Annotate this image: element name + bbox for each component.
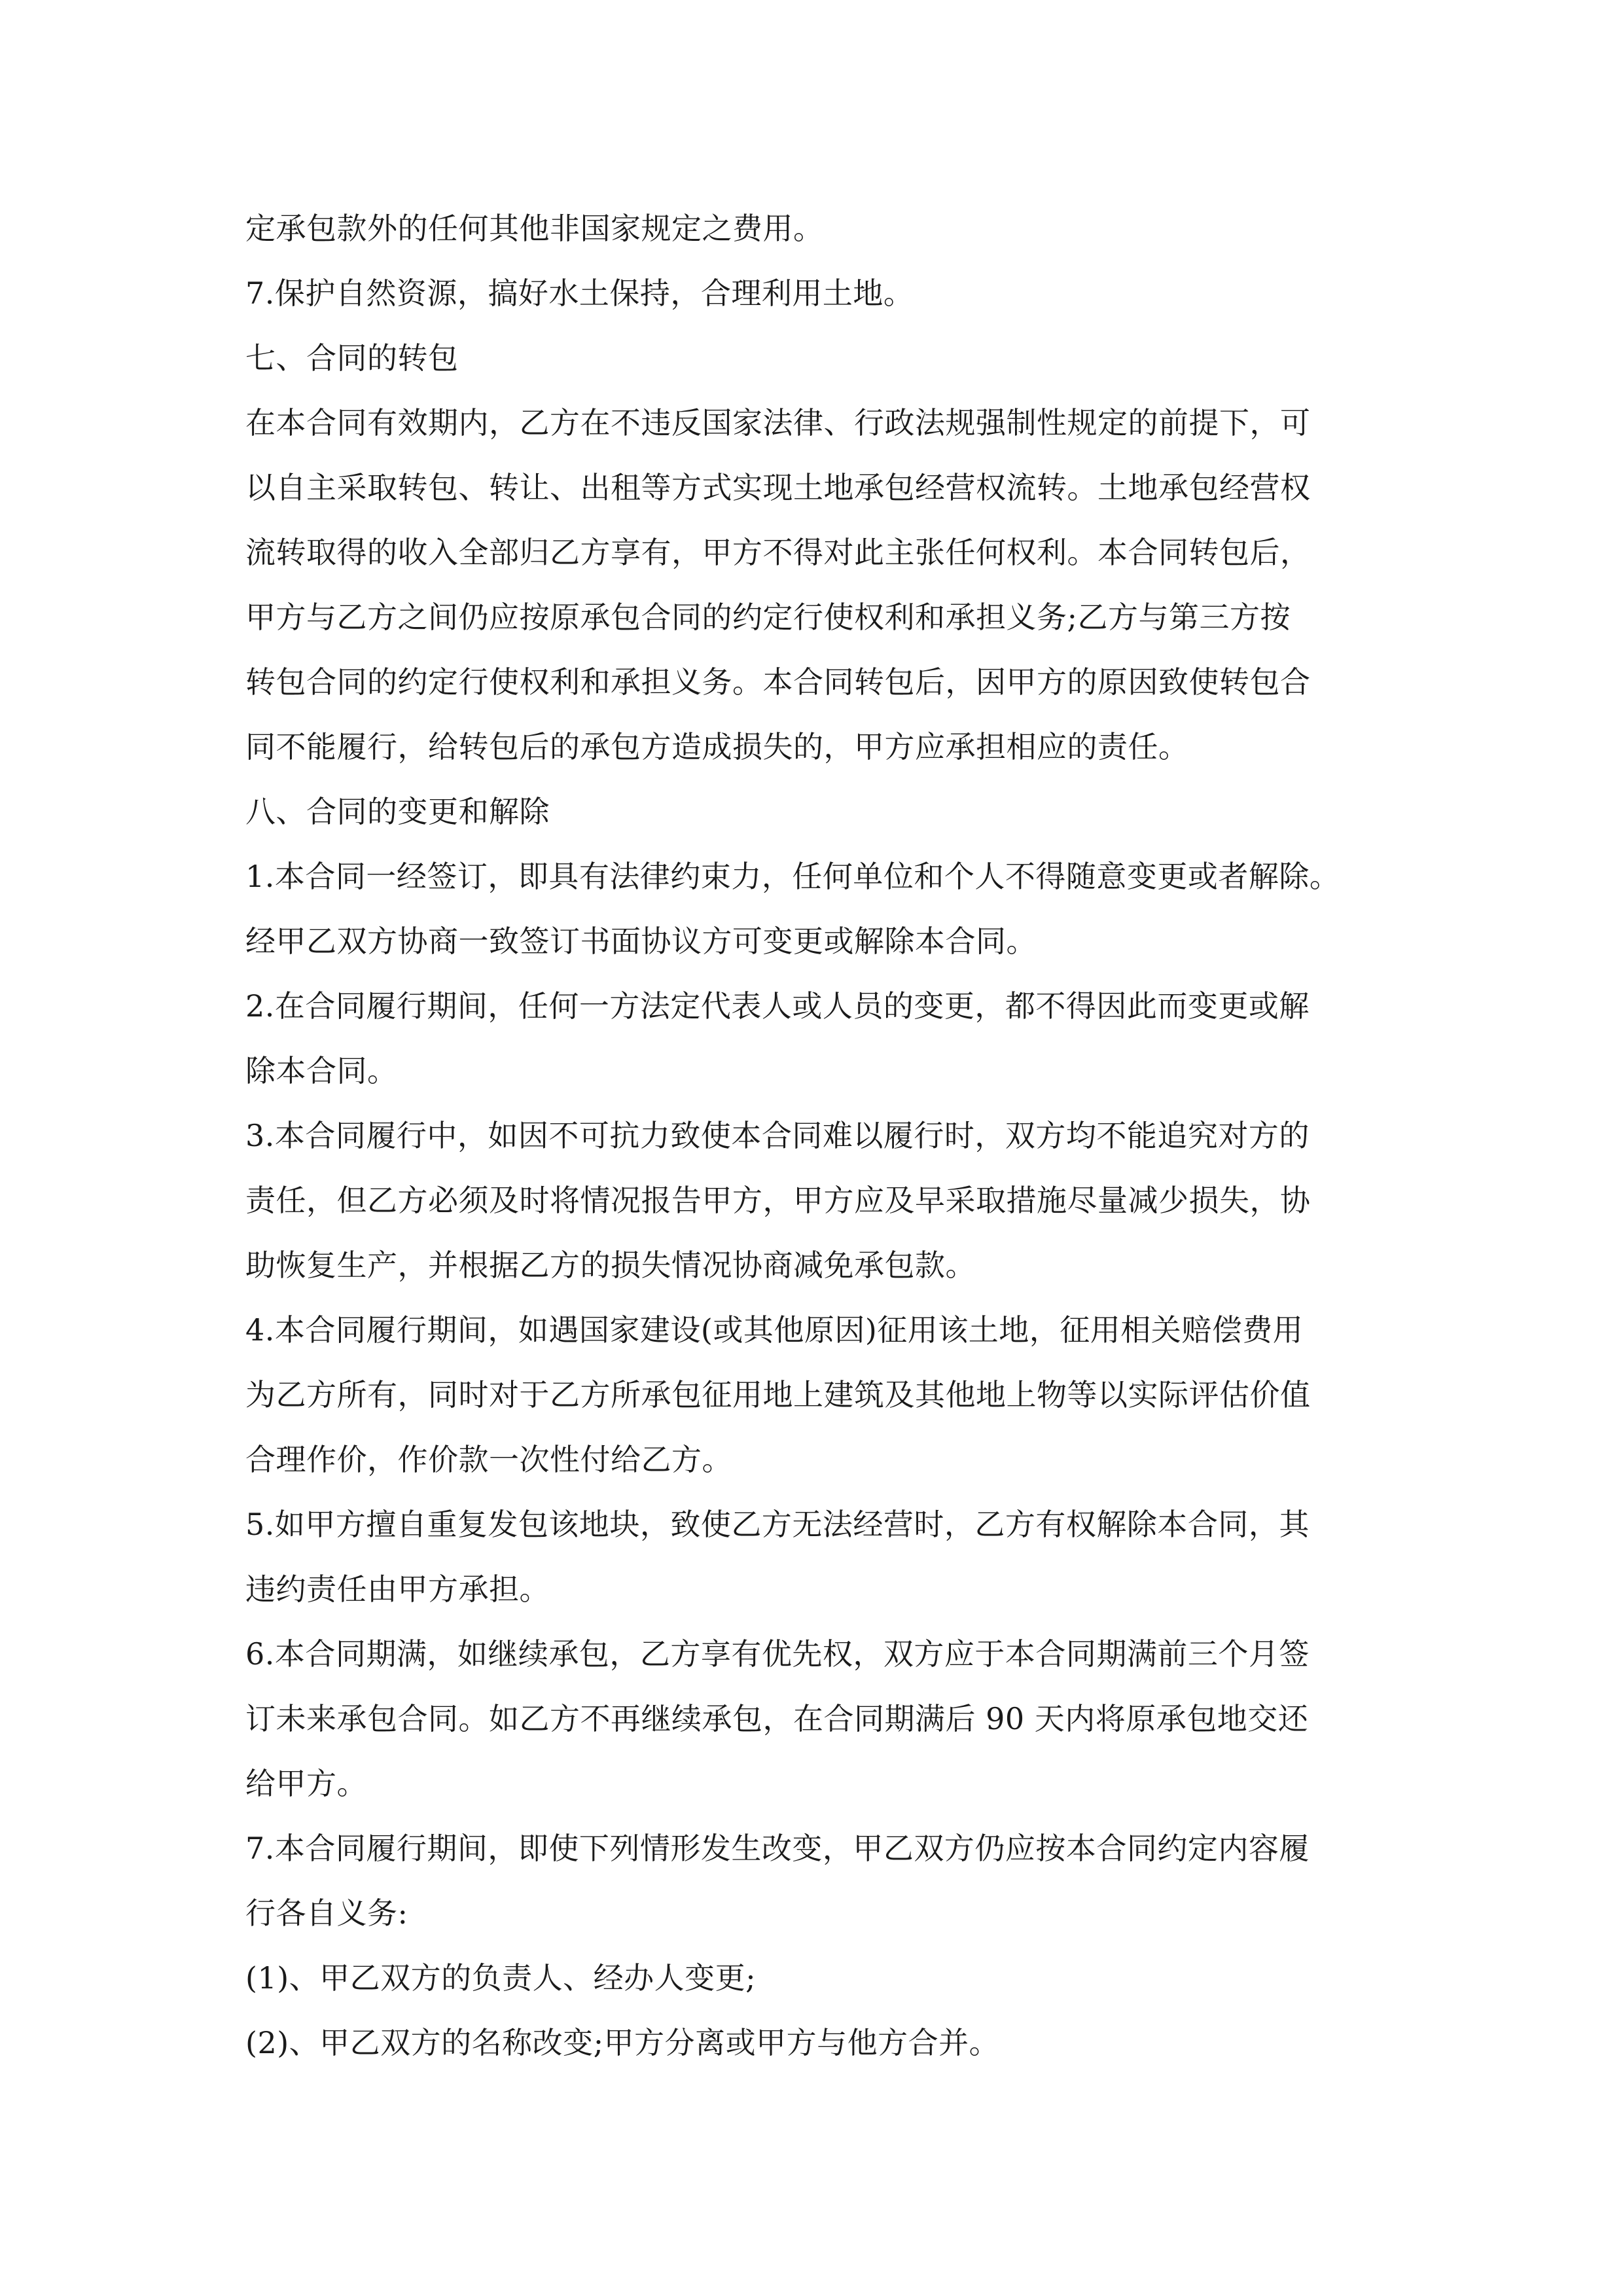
- section-heading: 八、合同的变更和解除: [245, 794, 550, 829]
- text-line: 在本合同有效期内，乙方在不违反国家法律、行政法规强制性规定的前提下，可: [245, 405, 1311, 440]
- text-line: 订未来承包合同。如乙方不再继续承包，在合同期满后 90 天内将原承包地交还: [245, 1701, 1309, 1736]
- text-line: 除本合同。: [245, 1053, 398, 1088]
- section-heading: 七、合同的转包: [245, 340, 459, 376]
- text-line: 定承包款外的任何其他非国家规定之费用。: [245, 211, 824, 246]
- contract-text: [245, 196, 1391, 2075]
- text-line: 同不能履行，给转包后的承包方造成损失的，甲方应承担相应的责任。: [245, 729, 1189, 764]
- text-line: 为乙方所有，同时对于乙方所承包征用地上建筑及其他地上物等以实际评估价值: [245, 1377, 1311, 1412]
- text-line: 2.在合同履行期间，任何一方法定代表人或人员的变更，都不得因此而变更或解: [245, 988, 1310, 1024]
- text-line: 经甲乙双方协商一致签订书面协议方可变更或解除本合同。: [245, 924, 1037, 959]
- text-line: (1)、甲乙双方的负责人、经办人变更;: [245, 1960, 757, 1996]
- text-line: 4.本合同履行期间，如遇国家建设(或其他原因)征用该土地，征用相关赔偿费用: [245, 1312, 1304, 1348]
- text-line: 5.如甲方擅自重复发包该地块，致使乙方无法经营时，乙方有权解除本合同，其: [245, 1507, 1310, 1542]
- text-line: 流转取得的收入全部归乙方享有，甲方不得对此主张任何权利。本合同转包后，: [245, 535, 1311, 570]
- text-line: 7.保护自然资源，搞好水土保持，合理利用土地。: [245, 276, 914, 311]
- text-line: 以自主采取转包、转让、出租等方式实现土地承包经营权流转。土地承包经营权: [245, 470, 1311, 505]
- text-line: 3.本合同履行中，如因不可抗力致使本合同难以履行时，双方均不能追究对方的: [245, 1118, 1310, 1153]
- text-line: 给甲方。: [245, 1766, 367, 1801]
- text-line: 合理作价，作价款一次性付给乙方。: [245, 1442, 732, 1477]
- text-line: 行各自义务:: [245, 1895, 408, 1931]
- text-line: 7.本合同履行期间，即使下列情形发生改变，甲乙双方仍应按本合同约定内容履: [245, 1831, 1310, 1866]
- text-line: 违约责任由甲方承担。: [245, 1571, 550, 1607]
- text-line: 1.本合同一经签订，即具有法律约束力，任何单位和个人不得随意变更或者解除。: [245, 859, 1340, 894]
- text-line: 6.本合同期满，如继续承包，乙方享有优先权，双方应于本合同期满前三个月签: [245, 1636, 1310, 1672]
- text-line: 助恢复生产，并根据乙方的损失情况协商减免承包款。: [245, 1247, 976, 1283]
- text-line: (2)、甲乙双方的名称改变;甲方分离或甲方与他方合并。: [245, 2025, 1000, 2060]
- text-line: 责任，但乙方必须及时将情况报告甲方，甲方应及早采取措施尽量减少损失，协: [245, 1183, 1311, 1218]
- text-line: 转包合同的约定行使权利和承担义务。本合同转包后，因甲方的原因致使转包合: [245, 664, 1311, 700]
- text-line: 甲方与乙方之间仍应按原承包合同的约定行使权利和承担义务;乙方与第三方按: [245, 600, 1291, 635]
